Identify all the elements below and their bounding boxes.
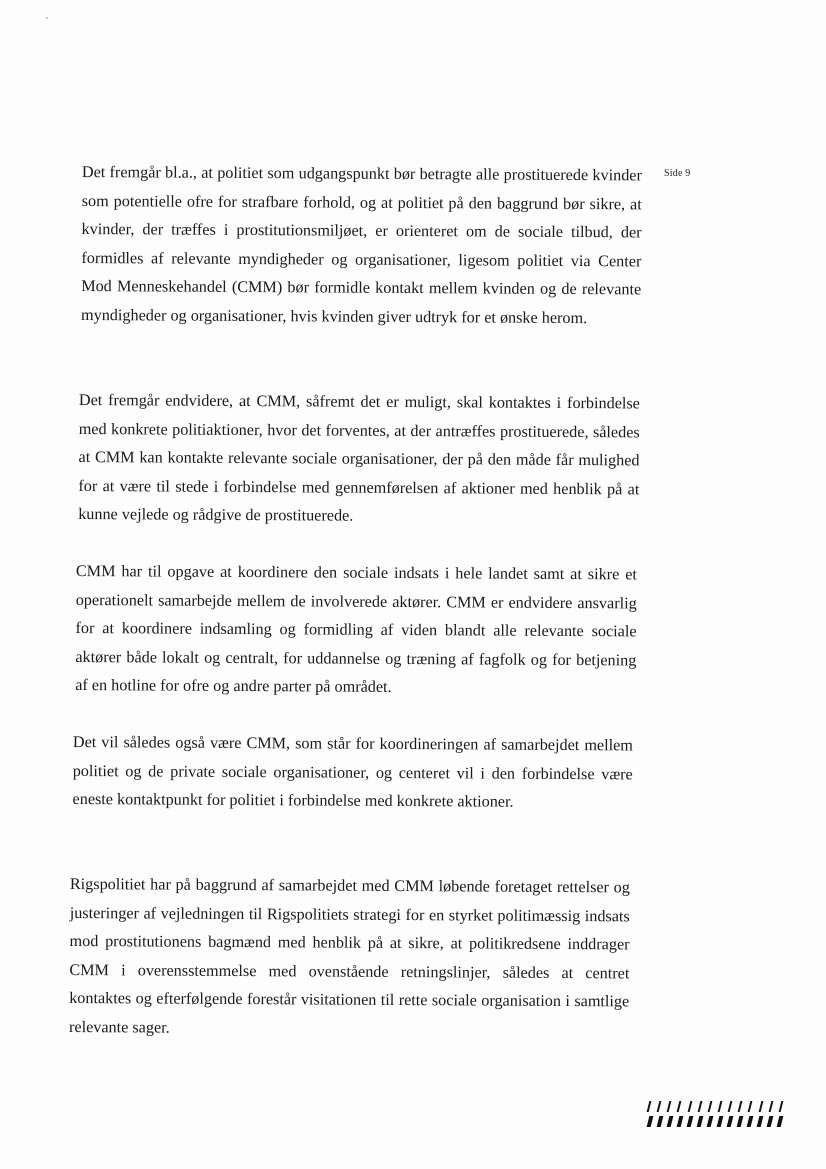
barcode-bar bbox=[768, 1101, 773, 1112]
barcode-bar bbox=[738, 1101, 743, 1112]
scan-speck bbox=[46, 17, 48, 19]
barcode-bar bbox=[677, 1101, 682, 1112]
page-number: Side 9 bbox=[664, 168, 691, 179]
barcode-bar bbox=[737, 1116, 744, 1127]
barcode-bar bbox=[647, 1101, 652, 1112]
barcode-bar bbox=[687, 1116, 694, 1127]
barcode-bar bbox=[758, 1101, 763, 1112]
barcode-bar bbox=[748, 1101, 753, 1112]
barcode-bar bbox=[667, 1101, 672, 1112]
barcode-bar bbox=[757, 1116, 764, 1127]
barcode-bar bbox=[697, 1116, 704, 1127]
barcode-bar bbox=[718, 1101, 723, 1112]
barcode-bar bbox=[717, 1116, 724, 1127]
barcode-bar bbox=[727, 1116, 734, 1127]
barcode-bar bbox=[687, 1101, 692, 1112]
barcode-bar bbox=[767, 1116, 774, 1127]
barcode-bar bbox=[707, 1116, 714, 1127]
barcode-row-thick bbox=[648, 1116, 782, 1127]
barcode-bar bbox=[777, 1116, 784, 1127]
paragraph-2: Det fremgår endvidere, at CMM, såfremt det er muligt, skal kontaktes i forbindelse med konkrete politiaktioner, hvor det forventes, at der antræffes prostituerede, således at CMM kan kontakte relevante sociale organisationer, der på den måde får mulighed for at være til stede i forbindelse med gennemførelsen af aktioner med henblik på at kunne vejlede og rådgive de prostituerede. bbox=[78, 390, 640, 526]
barcode-bar bbox=[697, 1101, 702, 1112]
barcode-bar bbox=[728, 1101, 733, 1112]
barcode-row-thin bbox=[648, 1101, 782, 1112]
paragraph-1: Det fremgår bl.a., at politiet som udgangspunkt bør betragte alle prostituerede kvinder som potentielle ofre for strafbare forhold, og at politiet på den baggrund bør sikre, at kvinder, der træffes i prostitutionsmiljøet, er orienteret om de sociale tilbud, der formidles af relevante myndigheder og organisationer, ligesom politiet via Center Mod Menneskehandel (CMM) bør formidle kontakt mellem kvinden og de relevante myndigheder og organisationer, hvis kvinden giver udtryk for et ønske herom. bbox=[80, 162, 642, 328]
barcode-bar bbox=[647, 1116, 654, 1127]
paragraph-4: Det vil således også være CMM, som står for koordineringen af samarbejdet mellem politiet og de private sociale organisationer, og centeret vil i den forbindelse være eneste kontaktpunkt for politiet i forbindelse med konkrete aktioner. bbox=[72, 732, 633, 811]
barcode-bar bbox=[747, 1116, 754, 1127]
paragraph-5: Rigspolitiet har på baggrund af samarbejdet med CMM løbende foretaget rettelser og justeringer af vejledningen til Rigspolitiets strategi for en styrket politimæssig indsats mod prostitutionens bagmænd med henblik på at sikre, at politikredsene inddrager CMM i overensstemmelse med ovenstående retningslinjer, således at centret kontaktes og efterfølgende forestår visitationen til rette sociale organisation i samtlige relevante sager. bbox=[68, 874, 630, 1037]
barcode-bar bbox=[778, 1101, 783, 1112]
barcode-bar bbox=[677, 1116, 684, 1127]
paragraph-3: CMM har til opgave at koordinere den sociale indsats i hele landet samt at sikre et operationelt samarbejde mellem de involverede aktører. CMM er endvidere ansvarlig for at koordinere indsamling og formidling af viden blandt alle relevante sociale aktører både lokalt og centralt, for uddannelse og træning af fagfolk og for betjening af en hotline for ofre og andre parter på området. bbox=[75, 561, 637, 697]
barcode-bar bbox=[667, 1116, 674, 1127]
barcode-bar bbox=[707, 1101, 712, 1112]
barcode-bar bbox=[657, 1101, 662, 1112]
barcode-bar bbox=[657, 1116, 664, 1127]
barcode-mark bbox=[648, 1101, 782, 1127]
